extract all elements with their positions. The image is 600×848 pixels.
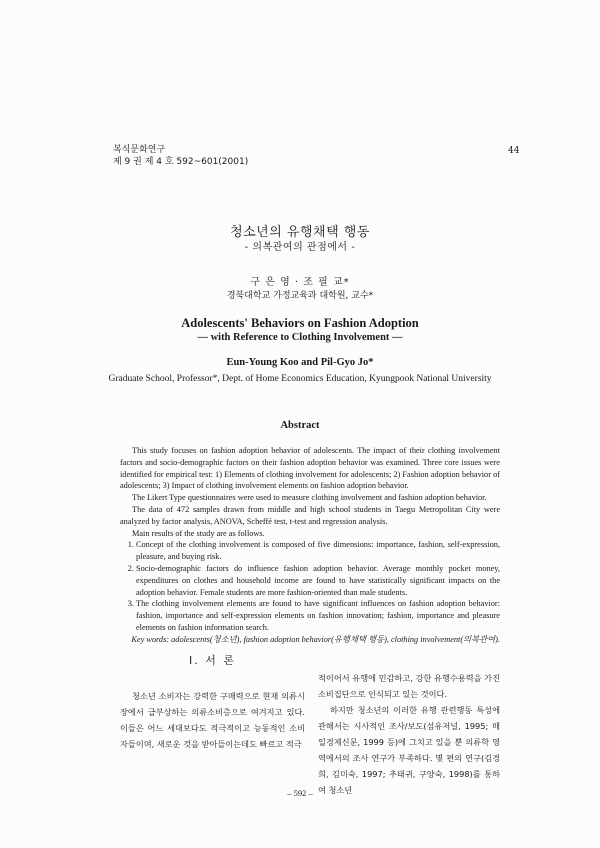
section-heading-introduction: Ⅰ. 서 론 <box>189 654 236 667</box>
korean-title: 청소년의 유행채택 행동 <box>230 225 370 240</box>
english-subtitle: — with Reference to Clothing Involvement — <box>197 332 403 343</box>
header-page-number: 44 <box>508 146 520 156</box>
english-title: Adolescents' Behaviors on Fashion Adoption <box>181 316 419 330</box>
korean-authors: 구 은 영 · 조 필 교* <box>250 277 350 288</box>
journal-name: 복식문화연구 <box>113 145 166 155</box>
intro-paragraph: 적이어서 유행에 민감하고, 강한 유행수용력을 가진 소비집단으로 인식되고 있는 것이다. <box>318 673 500 699</box>
left-column <box>120 688 305 752</box>
results-list <box>120 539 500 633</box>
abstract-paragraph: The data of 472 samples drawn from middle and high school students in Taegu Metropolitan City were analyzed by factor analysis, ANOVA, Scheffé test, t-test and regression analysis. <box>120 504 500 526</box>
abstract-heading: Abstract <box>280 420 320 431</box>
results-item: 3. The clothing involvement elements are found to have significant influences on fashion adoption behavior: fashion, importance and self-expression elements on fashion innovation; fashion, importance and pleasure elements on fashion information search. <box>136 598 500 633</box>
english-authors: Eun-Young Koo and Pil-Gyo Jo* <box>226 357 374 368</box>
right-column <box>318 670 500 798</box>
abstract-paragraph: Main results of the study are as follows. <box>132 528 265 538</box>
journal-header <box>113 144 248 168</box>
results-item: 1. Concept of the clothing involvement is composed of five dimensions: importance, fashion, self-expression, pleasure, and buying risk. <box>136 539 500 563</box>
korean-affiliation: 경북대학교 가정교육과 대학원, 교수* <box>226 291 374 301</box>
results-item: 2. Socio-demographic factors do influence fashion adoption behavior. Average monthly pocket money, expenditures on clothes and household income are found to have statistically significant impacts on the adoption behavior. Female students are more fashion-oriented than male students. <box>136 563 500 598</box>
page-footer: – 592 – <box>287 788 313 798</box>
abstract-paragraph: This study focuses on fashion adoption behavior of adolescents. The impact of their clothing involvement factors and socio-demographic factors on their fashion adoption behavior was examined. Three core issues were identified for empirical test: 1) Elements of clothing involvement for adolescents; 2) Fashion adoption behavior of adolescents; 3) Impact of clothing involvement elements on fashion adoption behavior. <box>120 446 500 491</box>
keywords: Key words: adolescents(청소년), fashion adoption behavior(유행채택 행동), clothing involvement(의복관여). <box>131 634 500 644</box>
abstract-paragraph: The Likert Type questionnaires were used to measure clothing involvement and fashion adoption behavior. <box>132 493 487 503</box>
korean-subtitle: - 의복관여의 관점에서 - <box>244 242 356 253</box>
volume-line: 제 9 권 제 4 호 592~601(2001) <box>113 157 249 167</box>
intro-paragraph: 청소년 소비자는 강력한 구매력으로 현재 의류시장에서 급부상하는 의류소비층으로 여겨지고 있다. 이들은 어느 세대보다도 적극적이고 능동적인 소비자들이며, 새로운 것을 받아들이는데도 빠르고 적극 <box>120 691 305 749</box>
intro-paragraph: 하지만 청소년의 이러한 유행 관련행동 특성에 관해서는 시사적인 조사/보도(섬유저널, 1995; 매일경제신문, 1999 등)에 그치고 있을 뿐 의류학 영역에서의 조사 연구가 부족하다. 몇 편의 연구(김경희, 김미숙, 1997; 추태귀, 구양숙, 1998)를 통하여 청소년 <box>318 705 500 795</box>
english-affiliation: Graduate School, Professor*, Dept. of Home Economics Education, Kyungpook National University <box>108 374 492 384</box>
abstract-body <box>120 445 500 646</box>
